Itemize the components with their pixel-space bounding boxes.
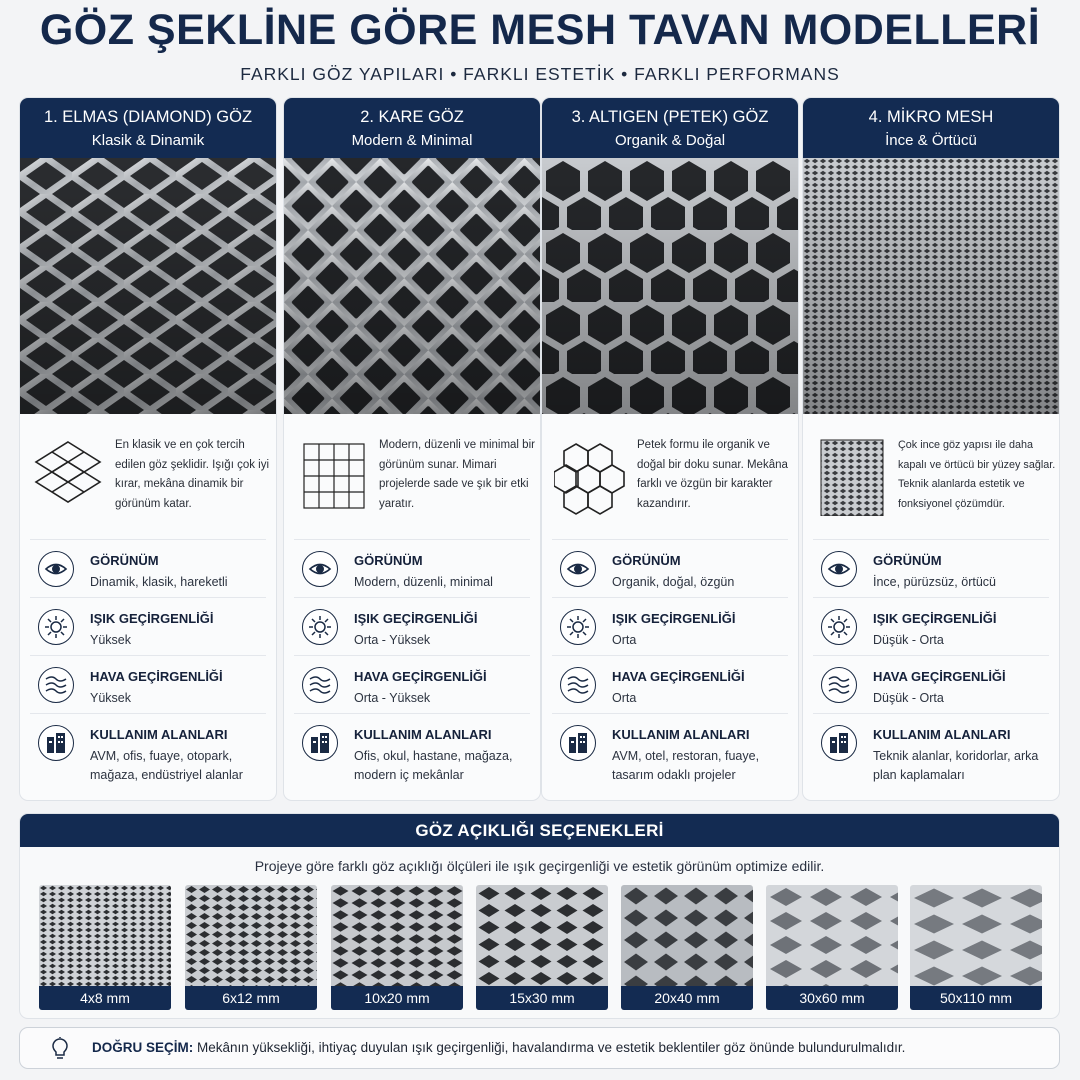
property-value: Yüksek [90,691,131,705]
property-value: Orta [612,633,637,647]
card-title: 4. MİKRO MESH [868,108,994,126]
property-label: HAVA GEÇİRGENLİĞİ [873,669,1006,684]
lightbulb-icon [48,1037,72,1066]
card-subtitle: İnce & Örtücü [885,132,977,149]
air-flow-icon [38,667,74,703]
property-label: HAVA GEÇİRGENLİĞİ [354,669,487,684]
eye-icon [302,551,338,587]
property-label: KULLANIM ALANLARI [612,727,750,742]
opening-sizes-subtitle: Projeye göre farklı göz açıklığı ölçüleri ile ışık geçirgenliği ve estetik görünüm optimize edilir. [254,858,825,874]
card-diamond [19,97,277,801]
card-description: En klasik ve en çok tercih edilen göz şeklidir. Işığı çok iyi kırar, mekâna dinamik bir görünüm katar. [115,439,270,510]
sun-icon [302,609,338,645]
eye-icon [38,551,74,587]
card-description: Petek formu ile organik ve doğal bir doku sunar. Mekâna farklı ve özgün bir karakter kazandırır. [637,439,788,510]
property-value: Organik, doğal, özgün [612,575,735,589]
card-subtitle: Klasik & Dinamik [91,132,205,149]
opening-size-label: 10x20 mm [331,986,463,1010]
opening-swatch [910,885,1042,1010]
building-icon [38,725,74,761]
card-square [283,97,541,801]
opening-size-label: 30x60 mm [766,986,898,1010]
sun-icon [38,609,74,645]
tip-body: Mekânın yüksekliği, ihtiyaç duyulan ışık geçirgenliği, havalandırma ve estetik beklentiler göz önünde bulundurulmalıdır. [197,1040,906,1055]
air-flow-icon [560,667,596,703]
micro-mesh-photo [803,158,1059,414]
air-flow-icon [821,667,857,703]
opening-sizes-panel [19,813,1060,1019]
tip-label: DOĞRU SEÇİM: [92,1040,194,1055]
property-label: GÖRÜNÜM [90,553,159,568]
opening-swatch [185,885,317,1010]
air-flow-icon [302,667,338,703]
page-title: GÖZ ŞEKLİNE GÖRE MESH TAVAN MODELLERİ [39,6,1041,54]
eye-icon [821,551,857,587]
opening-swatch [331,885,463,1010]
property-value: AVM, ofis, fuaye, otopark, mağaza, endüstriyel alanlar [90,749,243,782]
card-header [20,98,276,158]
property-value: Ofis, okul, hastane, mağaza, modern iç mekânlar [354,749,513,782]
card-micro-mesh [802,97,1060,801]
opening-size-label: 4x8 mm [39,986,171,1010]
property-value: Düşük - Orta [873,691,944,705]
opening-size-label: 20x40 mm [621,986,753,1010]
property-value: Orta [612,691,637,705]
building-icon [821,725,857,761]
opening-sizes-title: GÖZ AÇIKLIĞI SEÇENEKLERİ [20,814,1059,847]
card-header [803,98,1059,158]
sun-icon [560,609,596,645]
card-subtitle: Organik & Doğal [614,132,726,149]
building-icon [560,725,596,761]
property-label: GÖRÜNÜM [873,553,942,568]
property-label: IŞIK GEÇİRGENLİĞİ [873,611,997,626]
card-description: Modern, düzenli ve minimal bir görünüm sunar. Mimari projelerde sade ve şık bir etki yaratır. [379,439,535,510]
opening-swatch [476,885,608,1010]
property-label: KULLANIM ALANLARI [873,727,1011,742]
property-value: Dinamik, klasik, hareketli [90,575,228,589]
card-subtitle: Modern & Minimal [351,132,473,149]
eye-icon [560,551,596,587]
property-label: GÖRÜNÜM [354,553,423,568]
hexagon-mesh-photo [542,158,798,414]
opening-swatch [621,885,753,1010]
opening-size-label: 50x110 mm [910,986,1042,1010]
card-header [284,98,540,158]
property-label: IŞIK GEÇİRGENLİĞİ [354,611,478,626]
tip-banner [19,1027,1060,1069]
opening-swatch [39,885,171,1010]
property-value: Orta - Yüksek [354,691,431,705]
property-value: Teknik alanlar, koridorlar, arka plan kaplamaları [873,749,1039,782]
page-subtitle: FARKLI GÖZ YAPILARI • FARKLI ESTETİK • FARKLI PERFORMANS [240,64,840,84]
diamond-mesh-photo [20,158,276,414]
hexagon-icon [554,434,626,516]
card-title: 1. ELMAS (DIAMOND) GÖZ [43,108,253,126]
property-value: Orta - Yüksek [354,633,431,647]
property-value: İnce, pürüzsüz, örtücü [873,575,996,589]
property-value: AVM, otel, restoran, fuaye, tasarım odaklı projeler [612,749,760,782]
property-value: Yüksek [90,633,131,647]
building-icon [302,725,338,761]
opening-size-label: 15x30 mm [476,986,608,1010]
card-description: Çok ince göz yapısı ile daha kapalı ve örtücü bir yüzey sağlar. Teknik alanlarda estetik ve fonksiyonel çözümdür. [898,439,1056,510]
card-hexagon [541,97,799,801]
property-value: Düşük - Orta [873,633,944,647]
property-label: HAVA GEÇİRGENLİĞİ [612,669,745,684]
property-label: HAVA GEÇİRGENLİĞİ [90,669,223,684]
opening-swatch [766,885,898,1010]
card-header [542,98,798,158]
micro-mesh-icon [815,434,887,516]
square-grid-icon [296,434,368,516]
card-title: 2. KARE GÖZ [360,108,464,126]
property-label: IŞIK GEÇİRGENLİĞİ [90,611,214,626]
square-mesh-photo [284,158,540,414]
property-label: IŞIK GEÇİRGENLİĞİ [612,611,736,626]
property-label: GÖRÜNÜM [612,553,681,568]
opening-size-label: 6x12 mm [185,986,317,1010]
property-label: KULLANIM ALANLARI [354,727,492,742]
sun-icon [821,609,857,645]
property-label: KULLANIM ALANLARI [90,727,228,742]
tip-text [92,1040,905,1055]
card-title: 3. ALTIGEN (PETEK) GÖZ [571,108,769,126]
diamond-mesh-icon [32,434,104,516]
property-value: Modern, düzenli, minimal [354,575,493,589]
